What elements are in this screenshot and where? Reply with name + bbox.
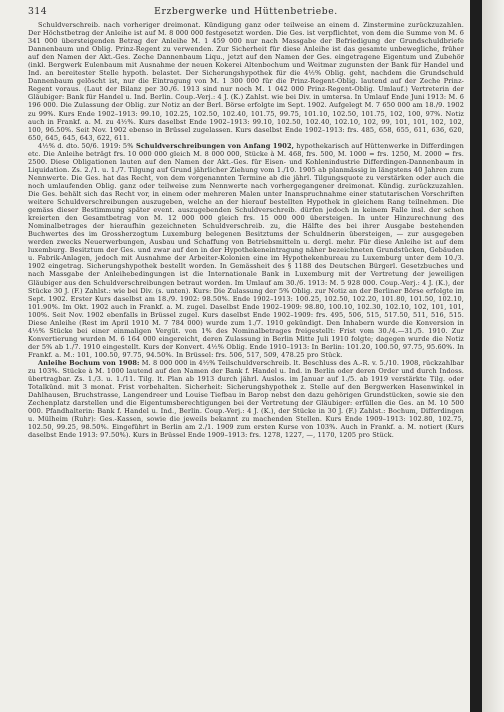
- paragraph: [28, 21, 464, 142]
- paragraph: [28, 142, 464, 359]
- page-header: [28, 5, 464, 19]
- running-title: Erzbergwerke und Hüttenbetriebe.: [154, 6, 338, 17]
- page-body: [28, 21, 464, 709]
- paragraph-heading: Anleihe Bochum von 1908:: [38, 358, 140, 367]
- paragraph-lead: 4½% d. dto. 50/6. 1919: 5%: [38, 141, 134, 150]
- book-spine: [470, 0, 482, 712]
- paragraph-heading: Schuldverschreibungen von Anfang 1902,: [133, 141, 295, 150]
- page-edge: [482, 0, 504, 712]
- paragraph: [28, 359, 464, 439]
- paragraph-text: Schuldverschreib. nach vorheriger dreimonat. Kündigung ganz oder teilweise an einem d. Zinstermine zurückzuzahlen. Der Höchstbetrag der Anleihe ist auf M. 8 000 000 festgesetzt worden. Die Ges. ist verpflichtet, von dem die Summe von M. 6 341 000 übersteigenden Betrag der Anleihe M. 1 459 000 nur nach Massgabe der Befriedigung der Grundschuldbriefe Dannenbaum und Oblig. Prinz-Regent zu verwenden. Zur Sicherheit für diese Anleihe ist das gesamte unbewegliche, früher auf den Namen der Akt.-Ges. Zeche Dannenbaum Liqu., jetzt auf den Namen der Ges. eingetragene Eigentum und Zubehör (inkl. Bergwerk Eulenbaum mit Ausnahme der neuen Kokerei Altenbochum und Weitmar zugunsten der Bank für Handel und Ind. an bereitester Stelle hypoth. belastet. Der Sicherungshypothek für die 4½% Oblig. geht, nachdem die Grundschuld Dannenbaum gelöscht ist, nur die Eintragung von M. 1 300 000 für die Prinz-Regent-Oblig. lautend auf der Zeche Prinz-Regent voraus. (Laut der Bilanz per 30./6. 1913 sind nur noch M. 1 042 000 Prinz-Regent-Oblig. Umlauf.) Vertreterin der Gläubiger: Bank für Handel u. Ind. Berlin. Coup.-Verj.: 4 J. (K.) Zahlst. wie bei Div. in umtersa. In Umlauf Ende Juni 1913: M. 6 196 000. Die Zulassung der Oblig. zur Notiz an der Berl. Börse erfolgte im Sept. 1902. Aufgelegt M. 7 650 000 am 18./9. 1902 zu 99%. Kurs Ende 1902–1913: 99.10, 102.25, 102.50, 102.40, 101.75, 99.75, 101.10, 102.50, 101.75, 102, 100, 97%. Notiz auch in Frankf. a. M. zu 4½%. Kurs daselbst Ende 1902–1913: 99.10, 102.50, 102.40, 102.10, 102, 99, 101, 101, 102, 102, 100, 96.50%. Seit Nov. 1902 ebenso in Brüssel zugelassen. Kurs daselbst Ende 1902–1913: frs. 485, 658, 655, 611, 636, 620, 650, 645, 645, 643, 622, 611.: [28, 21, 464, 142]
- paragraph-text: hypothekarisch auf Hüttenwerke in Differdingen etc. Die Anleihe beträgt frs. 10 000 000 gleich M. 8 000 000, Stücke à M. 468, frs. 500, M. 1000 = frs. 1250, M. 2000 = frs. 2500. Diese Obligationen lauten auf den Namen der Akt.-Ges. für Eisen- und Kohlenindustrie Differdingen-Dannenbaum in Liquidation. Zs. 2./1. u. 1./7. Tilgung auf Grund jährlicher Ziehung vom 1./10. 1905 ab planmässig in längstens 40 Jahren zum Nennwerte. Die Ges. hat das Recht, von dem vorgenannten Termine ab die jährl. Tilgungsquote zu verstärken oder auch die noch umlaufenden Oblig. ganz oder teilweise zum Nennwerte nach vorhergegangener dreimonat. Kündig. zurückzuzahlen. Die Ges. behält sich das Recht vor, in einem oder mehreren Malen unter Inanspruchnahme einer statutarischen Vorschriften weitere Schuldverschreibungen auszugeben, welche an der hierauf bestellten Hypothek in gleichem Rang teilnehmen. Die gemäss dieser Bestimmung später event. auszugebenden Schuldverschreib. dürfen jedoch in keinem Falle insl. der schon kreierten den Gesamtbetrag von M. 12 000 000 gleich frs. 15 000 000 übersteigen. In unter Hinzurechnung des Nominalbetrages der hieraufhin gezeichneten Schuldverschreib. zu, die Hälfte des bei ihrer Ausgabe bestehenden Buchwertes des im Grossherzogtum Luxemburg belegenen Besitztums der Schuldnerin übersteigen, — zur ausgegeben werden zwecks Neuerwerbungen, Ausbau und Schaffung von Betriebsmitteln u. dergl. mehr. Für diese Anleihe ist auf dem luxemburg. Besitztum der Ges. und zwar auf den in der Hypothekeneintragung näher bezeichneten Grundstücken, Gebäuden u. Fabrik-Anlagen, jedoch mit Ausnahme der Arbeiter-Kolonien eine im Hypothekenbureau zu Luxemburg unter dem 10./3. 1902 eingetrag. Sicherungshypothek bestellt worden. In Gemässheit des § 1188 des Deutschen Bürgerl. Gesetzbuches und nach Massgabe der Anleihebedingungen ist die Internationale Bank in Luxemburg mit der Vertretung der jeweiligen Gläubiger aus den Schuldverschreibungen betraut worden. Im Umlauf am 30./6. 1913: M. 5 928 000. Coup.-Verj.: 4 J. (K.), der Stücke 30 J. (F.) Zahlst.: wie bei Div. (s. unten). Kurs: Die Zulassung der 5% Oblig. zur Notiz an der Berliner Börse erfolgte im Sept. 1902. Erster Kurs daselbst am 18./9. 1902: 98.50%. Ende 1902–1913: 100.25, 102.50, 102.20, 101.80, 101.50, 102.10, 101.90%. Im Okt. 1902 auch in Frankf. a. M. zugel. Daselbst Ende 1902–1909: 98.80, 100.10, 102.30, 102.10, 102, 101, 101, 100%. Seit Nov. 1902 ebenfalls in Brüssel zugel. Kurs daselbst Ende 1902–1909: frs. 495, 506, 515, 517.50, 511, 516, 515. Diese Anleihe (Rest im April 1910 M. 7 784 000) wurde zum 1./7. 1910 gekündigt. Den Inhabern wurde die Konversion in 4½% Stücke bei einer einmaligen Vergüt. von 1% des Nominalbetrages freigestellt: Frist vom 30./4.—31./5. 1910. Zur Konvertierung wurden M. 6 164 000 eingereicht, deren Zulassung in Berlin Mitte Juli 1910 folgte; dagegen wurde die Notiz der 5% ab 1./7. 1910 eingestellt. Kurs der Konvert. 4½% Oblig. Ende 1910–1913: In Berlin: 101.20, 100.50, 97.75, 95.60%. In Frankf. a. M.: 101, 100.50, 97.75, 94.50%. In Brüssel: frs. 506, 517, 509, 478.25 pro Stück.: [28, 141, 464, 359]
- page-number: 314: [28, 6, 48, 17]
- paragraph-text: M. 8 000 000 in 4½% Teilschuldverschreib. lt. Beschluss des A.-R. v. 5./10. 1908, rückzahlbar zu 103%. Stücke à M. 1000 lautend auf den Namen der Bank f. Handel u. Ind. in Berlin oder deren Order und durch Indoss. übertragbar. Zs. 1./3. u. 1./11. Tilg. lt. Plan ab 1913 durch jährl. Auslos. im Januar auf 1./5. ab 1919 verstärkte Tilg. oder Totalkünd. mit 3 monat. Frist vorbehalten. Sicherheit: Sicherungshypothek z. Stelle auf den Bergwerken Hasenwinkel in Dahlhausen, Bruchstrasse, Langendreer und Louise Tiefbau in Barop nebst den dazu gehörigen Grundstücken, sowie sie den Zechenplatz darstellen und die Eigentumsberechtigungen bei der Vertretung der Gläubiger: erfüllen die Ges. an M. 10 500 000. Pfandhalterin: Bank f. Handel u. Ind., Berlin. Coup.-Verj.: 4 J. (K.), der Stücke in 30 J. (F.) Zahlst.: Bochum, Differdingen u. Mülheim (Ruhr): Ges.-Kassen, sowie die jeweils bekannt zu machenden Stellen. Kurs Ende 1909–1913: 102.80, 102.75, 102.50, 99.25, 98.50%. Eingeführt in Berlin am 2./1. 1909 zum ersten Kurse von 103%. Auch in Frankf. a. M. notiert (Kurs daselbst Ende 1913: 97.50%). Kurs in Brüssel Ende 1909–1913: frs. 1278, 1227, —, 1170, 1205 pro Stück.: [28, 358, 464, 440]
